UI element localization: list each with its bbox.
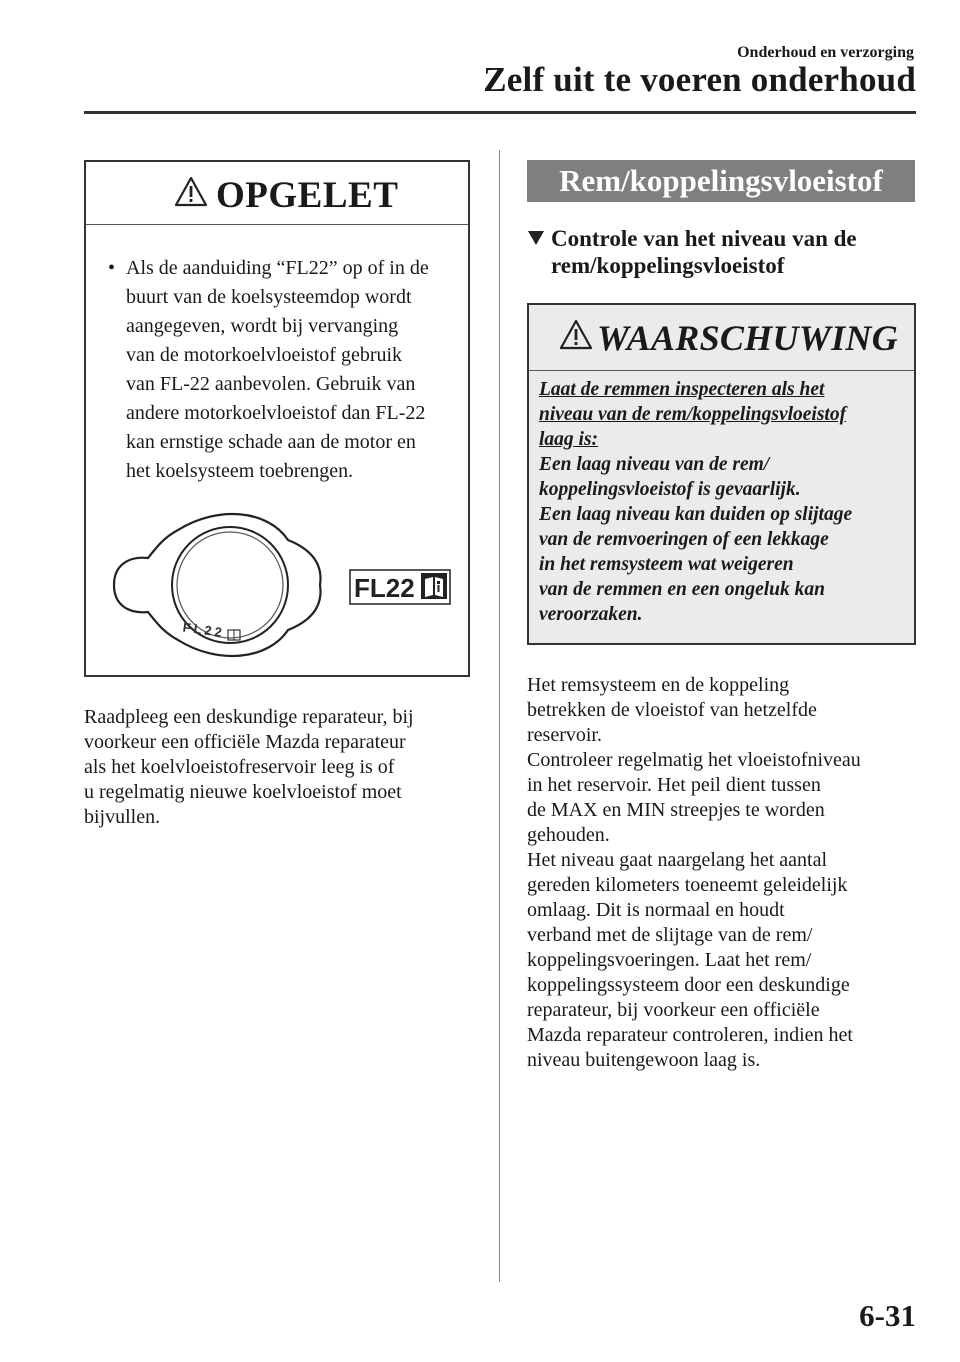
paragraph-line: Het niveau gaat naargelang het aantal	[527, 849, 828, 871]
caution-line: buurt van de koelsysteemdop wordt	[126, 286, 412, 308]
paragraph-line: koppelingsvoeringen. Laat het rem/	[527, 949, 812, 971]
caution-box	[84, 160, 470, 677]
caution-line: Als de aanduiding “FL22” op of in de	[126, 257, 429, 279]
section-heading-bar: Rem/koppelingsvloeistof	[527, 160, 915, 202]
caution-header	[86, 162, 468, 225]
paragraph-line: Mazda reparateur controleren, indien het	[527, 1024, 853, 1046]
paragraph-line: koppelingssysteem door een deskundige	[527, 974, 850, 996]
header-rule	[84, 111, 916, 114]
subheading-line: Controle van het niveau van de	[551, 226, 857, 251]
page-title: Zelf uit te voeren onderhoud	[483, 60, 916, 99]
caution-line: van FL-22 aanbevolen. Gebruik van	[126, 373, 416, 395]
warning-line-underlined: Laat de remmen inspecteren als het	[539, 379, 825, 400]
paragraph-line: omlaag. Dit is normaal en houdt	[527, 899, 785, 921]
paragraph-line: gereden kilometers toeneemt geleidelijk	[527, 874, 848, 896]
column-divider	[499, 150, 500, 1282]
coolant-advice-paragraph	[84, 705, 484, 830]
brake-fluid-paragraph	[527, 673, 917, 1073]
triangle-down-icon	[527, 230, 545, 246]
caution-line: van de motorkoelvloeistof gebruik	[126, 344, 403, 366]
paragraph-line: gehouden.	[527, 824, 610, 846]
page-number: 6-31	[859, 1298, 916, 1333]
warning-line: van de remvoeringen of een lekkage	[539, 529, 829, 550]
warning-triangle-icon	[174, 176, 208, 208]
paragraph-line: Raadpleeg een deskundige reparateur, bij	[84, 706, 414, 728]
caution-line: het koelsysteem toebrengen.	[126, 460, 354, 482]
warning-line: Een laag niveau van de rem/	[539, 454, 770, 475]
caution-line: andere motorkoelvloeistof dan FL-22	[126, 402, 426, 424]
paragraph-line: in het reservoir. Het peil dient tussen	[527, 774, 821, 796]
warning-line: van de remmen en een ongeluk kan	[539, 579, 825, 600]
paragraph-line: bijvullen.	[84, 806, 161, 828]
warning-header	[529, 305, 914, 371]
radiator-cap-illustration	[108, 510, 453, 665]
paragraph-line: Controleer regelmatig het vloeistofniveau	[527, 749, 861, 771]
paragraph-line: reservoir.	[527, 724, 602, 746]
caution-line: aangegeven, wordt bij vervanging	[126, 315, 399, 337]
warning-line: in het remsysteem wat weigeren	[539, 554, 794, 575]
caution-line: kan ernstige schade aan de motor en	[126, 431, 416, 453]
fl22-label-text: FL22	[354, 573, 415, 603]
paragraph-line: de MAX en MIN streepjes te worden	[527, 799, 825, 821]
subsection-heading	[527, 225, 857, 279]
cap-fl22-marking: FL22	[181, 619, 226, 641]
warning-box	[527, 303, 916, 645]
manual-book-icon	[421, 573, 447, 599]
bullet-marker: •	[108, 257, 116, 279]
caution-text	[106, 254, 462, 486]
paragraph-line: Het remsysteem en de koppeling	[527, 674, 790, 696]
paragraph-line: voorkeur een officiële Mazda reparateur	[84, 731, 406, 753]
paragraph-line: verband met de slijtage van de rem/	[527, 924, 813, 946]
warning-line-underlined: laag is:	[539, 429, 599, 450]
paragraph-line: niveau buitengewoon laag is.	[527, 1049, 761, 1071]
warning-title: WAARSCHUWING	[597, 318, 899, 358]
paragraph-line: betrekken de vloeistof van hetzelfde	[527, 699, 817, 721]
warning-line: veroorzaken.	[539, 604, 643, 625]
header-section-label: Onderhoud en verzorging	[737, 44, 914, 61]
paragraph-line: u regelmatig nieuwe koelvloeistof moet	[84, 781, 402, 803]
warning-line: koppelingsvloeistof is gevaarlijk.	[539, 479, 801, 500]
subheading-line: rem/koppelingsvloeistof	[551, 253, 785, 278]
paragraph-line: reparateur, bij voorkeur een officiële	[527, 999, 820, 1021]
warning-triangle-icon	[559, 319, 593, 351]
warning-line-underlined: niveau van de rem/koppelingsvloeistof	[539, 404, 847, 425]
warning-line: Een laag niveau kan duiden op slijtage	[539, 504, 853, 525]
paragraph-line: als het koelvloeistofreservoir leeg is of	[84, 756, 395, 778]
warning-text	[539, 377, 908, 627]
caution-title: OPGELET	[216, 175, 399, 216]
